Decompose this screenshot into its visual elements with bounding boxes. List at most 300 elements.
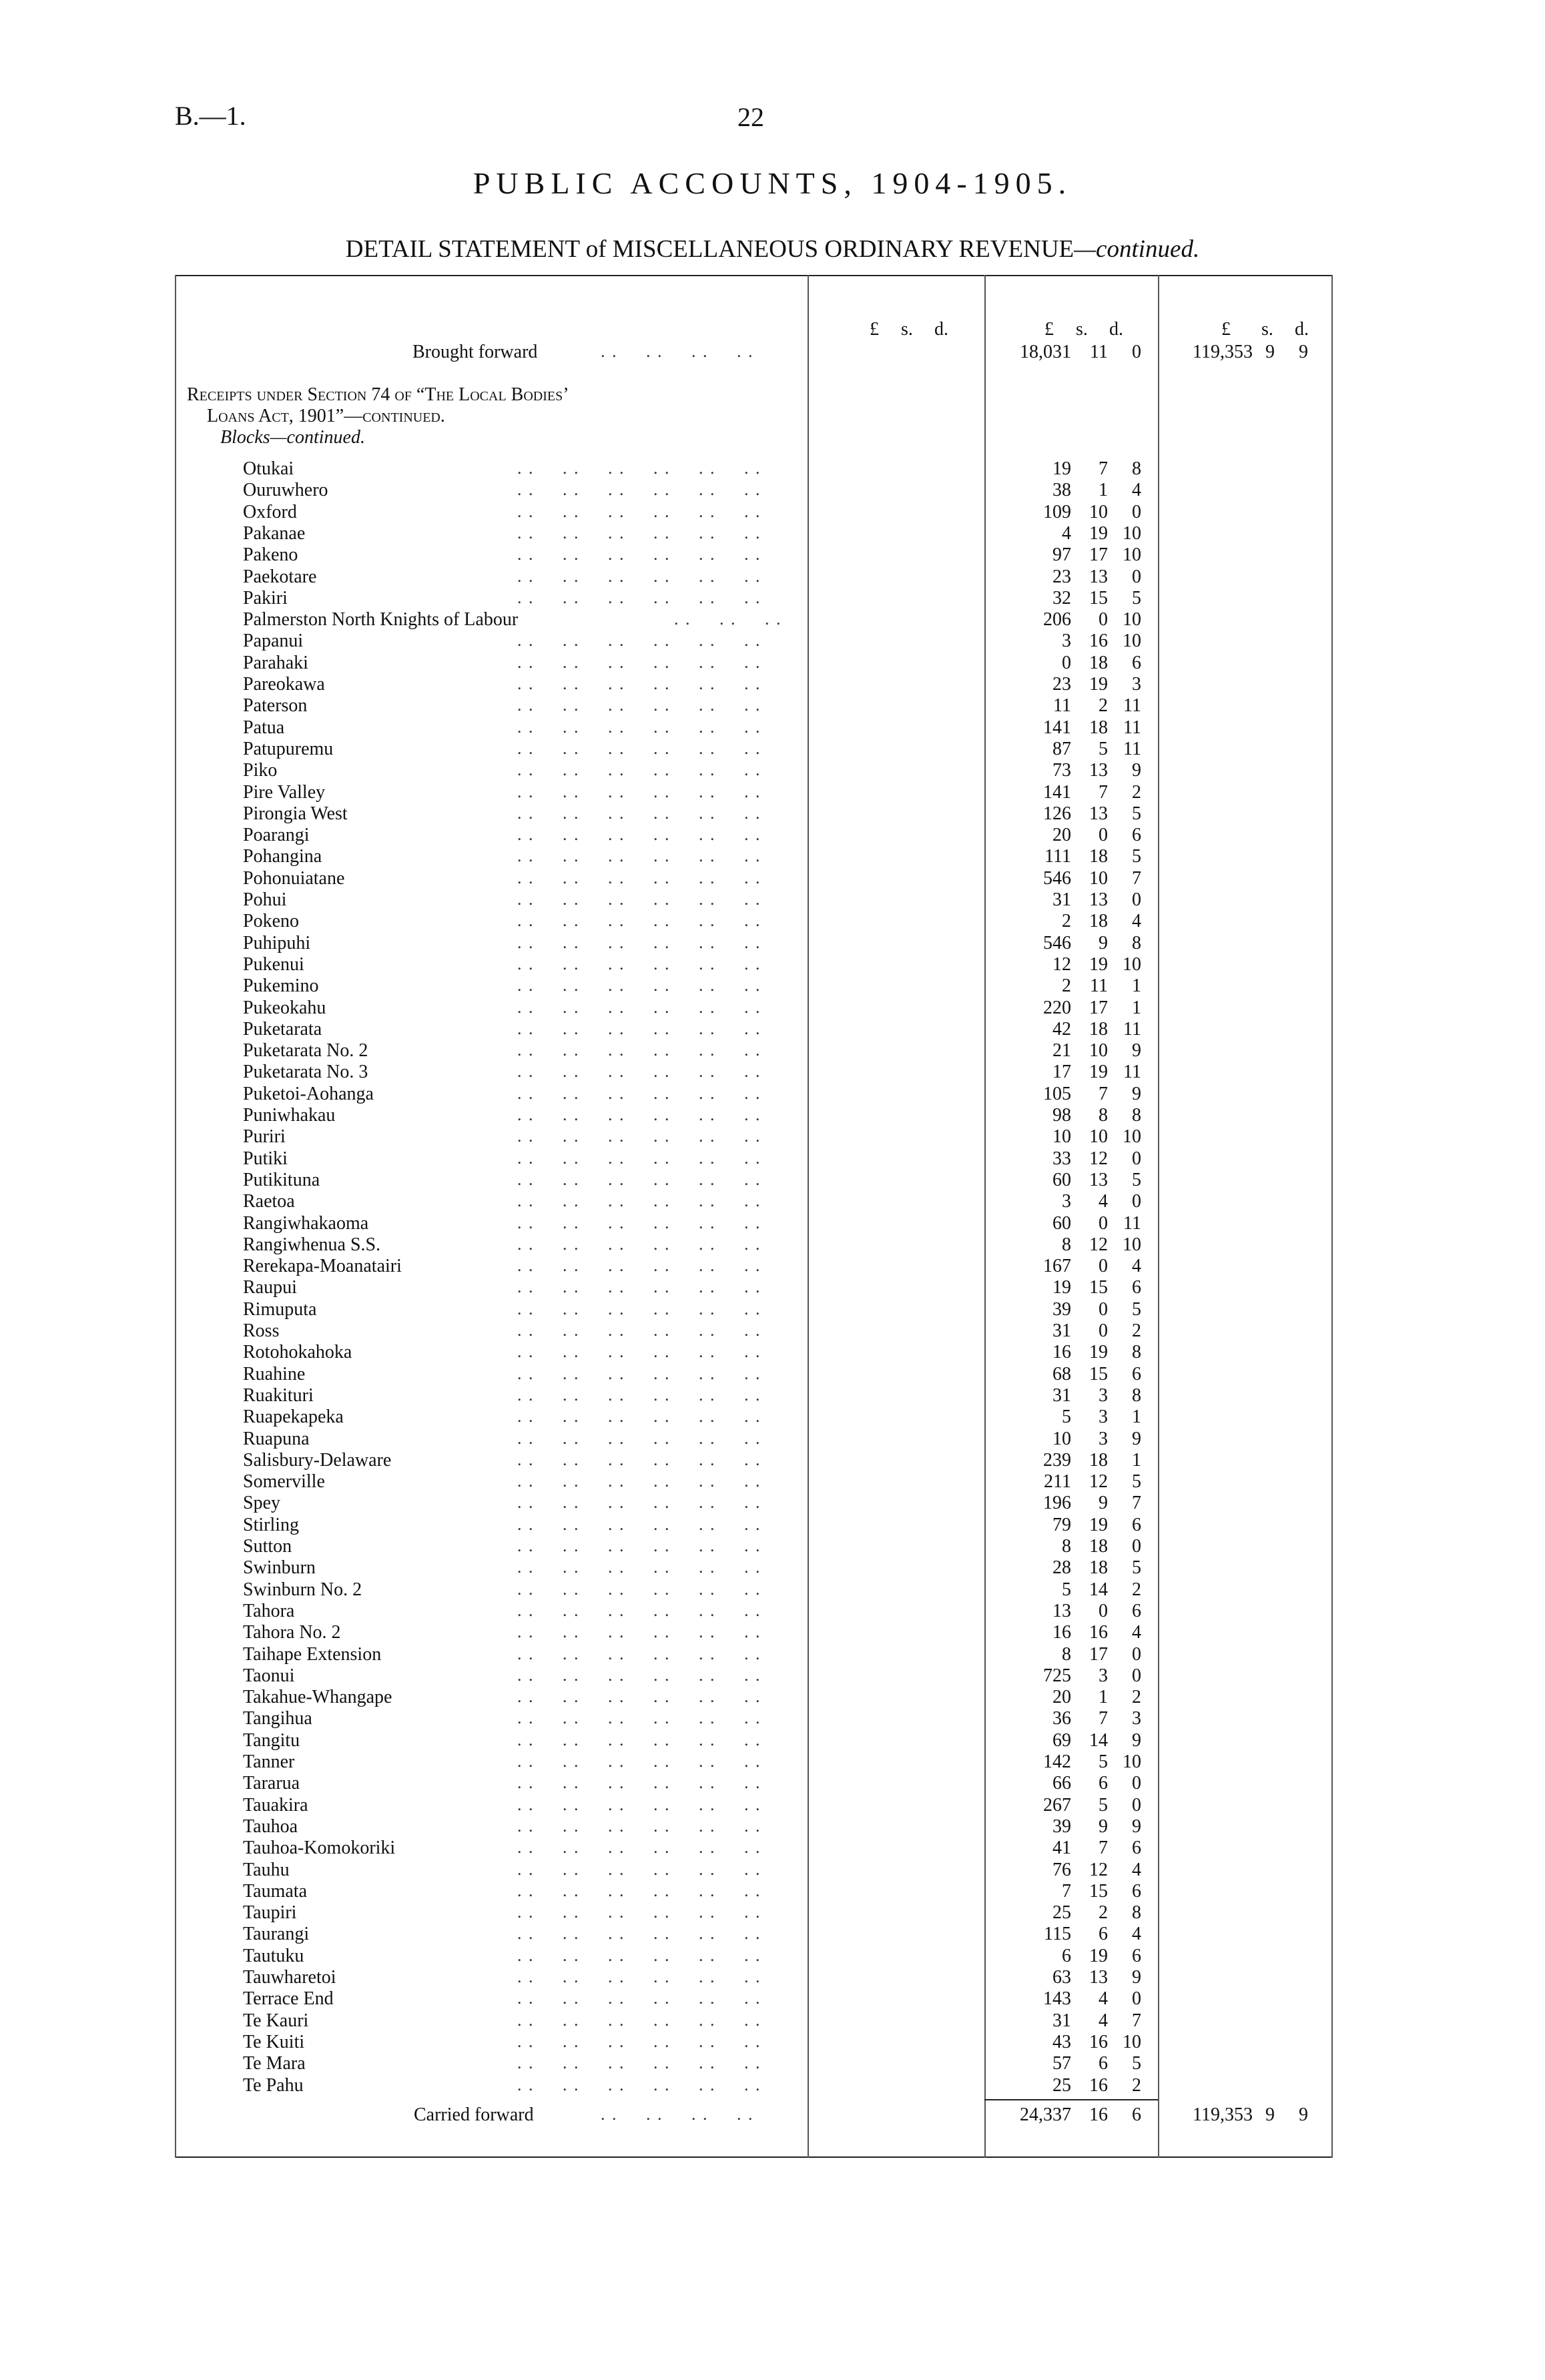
row-leader-dots: . . . . . . . . . . . . — [517, 480, 761, 499]
row-name: Stirling — [243, 1515, 300, 1535]
row-name: Ross — [243, 1320, 280, 1341]
carried-forward-col2-shillings: 16 — [1089, 2104, 1108, 2125]
table-left-border — [175, 275, 176, 2158]
col2-pounds-header: £ — [1044, 319, 1054, 340]
row-pounds: 126 — [1043, 803, 1071, 824]
row-leader-dots: . . . . . . . . . . . . — [517, 1751, 761, 1771]
row-leader-dots: . . . . . . . . . . . . — [517, 1126, 761, 1146]
row-pence: 0 — [1132, 1191, 1141, 1212]
row-leader-dots: . . . . . . . . . . . . — [517, 1105, 761, 1124]
row-name: Puhipuhi — [243, 933, 311, 953]
brought-forward-col2-pounds: 18,031 — [1020, 342, 1071, 362]
row-pounds: 13 — [1052, 1601, 1071, 1621]
row-leader-dots: . . . . . . . . . . . . — [517, 998, 761, 1017]
row-shillings: 5 — [1099, 1795, 1108, 1816]
row-pence: 1 — [1132, 1450, 1141, 1471]
row-leader-dots: . . . . . . . . . . . . — [517, 653, 761, 672]
row-pence: 8 — [1132, 1902, 1141, 1923]
row-name: Parahaki — [243, 653, 308, 673]
row-shillings: 12 — [1089, 1860, 1108, 1880]
row-name: Tauwharetoi — [243, 1967, 336, 1988]
row-pounds: 38 — [1052, 480, 1071, 500]
row-pounds: 79 — [1052, 1515, 1071, 1535]
col1-pence-header: d. — [934, 319, 948, 340]
document-reference: B.—1. — [175, 101, 246, 131]
row-pounds: 7 — [1062, 1881, 1071, 1902]
row-pence: 3 — [1132, 674, 1141, 695]
row-name: Pohui — [243, 889, 287, 910]
row-name: Paterson — [243, 695, 308, 716]
row-shillings: 18 — [1089, 1536, 1108, 1557]
row-leader-dots: . . . . . . . . . . . . — [517, 544, 761, 564]
row-leader-dots: . . . . . . . . . . . . — [517, 1364, 761, 1383]
row-pounds: 143 — [1043, 1988, 1071, 2009]
row-name: Pirongia West — [243, 803, 348, 824]
row-pounds: 57 — [1052, 2053, 1071, 2074]
row-shillings: 4 — [1099, 1191, 1108, 1212]
row-shillings: 17 — [1089, 544, 1108, 565]
row-leader-dots: . . . . . . . . . . . . — [517, 1536, 761, 1555]
row-shillings: 15 — [1089, 1277, 1108, 1298]
row-pence: 11 — [1123, 1213, 1141, 1234]
row-name: Rotohokahoka — [243, 1342, 352, 1362]
row-shillings: 13 — [1089, 803, 1108, 824]
row-pence: 7 — [1132, 1493, 1141, 1513]
row-pence: 4 — [1132, 1256, 1141, 1276]
row-leader-dots: . . . . . . . . . . . . — [517, 1515, 761, 1534]
row-name: Puketarata No. 3 — [243, 1062, 368, 1082]
row-pounds: 11 — [1053, 695, 1071, 716]
row-pounds: 16 — [1052, 1622, 1071, 1643]
row-leader-dots: . . . . . . . . . . . . — [517, 1450, 761, 1469]
row-shillings: 18 — [1089, 717, 1108, 738]
col1-shillings-header: s. — [901, 319, 913, 340]
row-pounds: 2 — [1062, 975, 1071, 996]
table-right-border — [1331, 275, 1333, 2158]
row-pounds: 5 — [1062, 1407, 1071, 1427]
row-name: Taurangi — [243, 1924, 310, 1944]
row-name: Pukemino — [243, 975, 319, 996]
row-shillings: 15 — [1089, 588, 1108, 609]
col3-pounds-header: £ — [1221, 319, 1231, 340]
row-shillings: 10 — [1089, 868, 1108, 889]
row-pence: 8 — [1132, 458, 1141, 479]
row-shillings: 6 — [1099, 1924, 1108, 1944]
row-pence: 7 — [1132, 2010, 1141, 2031]
row-pence: 5 — [1132, 1170, 1141, 1190]
row-leader-dots: . . . . . . . . . . . . — [517, 1622, 761, 1641]
row-name: Piko — [243, 760, 278, 781]
row-name: Otukai — [243, 458, 294, 479]
row-shillings: 9 — [1099, 1816, 1108, 1837]
col2-shillings-header: s. — [1076, 319, 1088, 340]
row-leader-dots: . . . . . . . . . . . . — [517, 1579, 761, 1599]
row-pence: 2 — [1132, 1579, 1141, 1600]
row-name: Patupuremu — [243, 739, 334, 759]
row-leader-dots: . . . . . . . . . . . . — [517, 1429, 761, 1448]
row-name: Swinburn — [243, 1557, 316, 1578]
row-leader-dots: . . . . . . . . . . . . — [517, 1407, 761, 1426]
row-pounds: 206 — [1043, 609, 1071, 630]
row-leader-dots: . . . . . . . . . . . . — [517, 2053, 761, 2072]
row-pence: 0 — [1132, 889, 1141, 910]
row-pence: 10 — [1123, 2032, 1141, 2052]
row-leader-dots: . . . . . . . . . . . . — [517, 954, 761, 973]
row-name: Pohonuiatane — [243, 868, 345, 889]
carried-forward-col2-pence: 6 — [1132, 2104, 1141, 2125]
row-name: Taihape Extension — [243, 1644, 382, 1665]
row-leader-dots: . . . . . . . . . . . . — [517, 502, 761, 521]
row-pence: 0 — [1132, 1773, 1141, 1794]
row-name: Te Mara — [243, 2053, 306, 2074]
row-name: Te Pahu — [243, 2075, 304, 2096]
row-leader-dots: . . . . . . . . . . . . — [517, 760, 761, 779]
row-leader-dots: . . . . . . . . . . . . — [517, 1902, 761, 1922]
col3-pence-header: d. — [1295, 319, 1309, 340]
row-name: Pakeno — [243, 544, 298, 565]
row-name: Pareokawa — [243, 674, 325, 695]
row-pounds: 20 — [1052, 825, 1071, 845]
row-pence: 5 — [1132, 2053, 1141, 2074]
row-pounds: 33 — [1052, 1148, 1071, 1169]
row-pence: 5 — [1132, 588, 1141, 609]
brought-forward-col3-shillings: 9 — [1265, 342, 1275, 362]
row-pence: 11 — [1123, 695, 1141, 716]
row-pounds: 97 — [1052, 544, 1071, 565]
row-shillings: 16 — [1089, 1622, 1108, 1643]
row-pence: 8 — [1132, 1385, 1141, 1406]
row-leader-dots: . . . . . . . . . . . . — [517, 523, 761, 542]
row-leader-dots: . . . . . . . . . . . . — [517, 631, 761, 650]
row-shillings: 13 — [1089, 760, 1108, 781]
carried-forward-col3-shillings: 9 — [1265, 2104, 1275, 2125]
row-shillings: 0 — [1099, 1299, 1108, 1320]
row-shillings: 16 — [1089, 631, 1108, 651]
row-shillings: 13 — [1089, 889, 1108, 910]
row-leader-dots: . . . . . . . . . . . . — [517, 739, 761, 758]
row-leader-dots: . . . . . . . . . . . . — [517, 1191, 761, 1210]
row-pence: 4 — [1132, 911, 1141, 931]
row-name: Takahue-Whangape — [243, 1687, 392, 1707]
row-leader-dots: . . . . . . . . . . . . — [517, 1665, 761, 1685]
row-leader-dots: . . . . . . . . . . . . — [517, 1493, 761, 1512]
row-leader-dots: . . . . . . . . . . . . — [517, 803, 761, 823]
row-pence: 0 — [1132, 566, 1141, 587]
row-name: Putiki — [243, 1148, 288, 1169]
row-name: Tauakira — [243, 1795, 308, 1816]
row-shillings: 15 — [1089, 1364, 1108, 1384]
row-leader-dots: . . . . . . . . . . . . — [517, 1385, 761, 1405]
row-pence: 10 — [1123, 523, 1141, 544]
row-shillings: 8 — [1099, 1105, 1108, 1126]
row-shillings: 15 — [1089, 1881, 1108, 1902]
row-leader-dots: . . . . . . . . . . . . — [517, 695, 761, 715]
page-subtitle — [0, 235, 1545, 264]
row-pence: 6 — [1132, 1601, 1141, 1621]
row-pence: 10 — [1123, 954, 1141, 975]
row-leader-dots: . . . . . . . . . . . . — [517, 911, 761, 930]
row-shillings: 10 — [1089, 1040, 1108, 1061]
row-leader-dots: . . . . . . . . . . . . — [517, 717, 761, 737]
brought-forward-label: Brought forward — [412, 342, 538, 362]
row-leader-dots: . . . . . . . . . . . . — [517, 1471, 761, 1491]
row-name: Rerekapa-Moanatairi — [243, 1256, 402, 1276]
row-pounds: 220 — [1043, 998, 1071, 1018]
row-leader-dots: . . . . . . . . . . . . — [517, 1881, 761, 1900]
row-pounds: 111 — [1044, 846, 1071, 867]
row-pounds: 142 — [1043, 1751, 1071, 1772]
carried-forward-leader: . . . . . . . . — [601, 2104, 754, 2124]
row-shillings: 18 — [1089, 1450, 1108, 1471]
row-name: Taumata — [243, 1881, 307, 1902]
row-pence: 9 — [1132, 1040, 1141, 1061]
row-pence: 1 — [1132, 1407, 1141, 1427]
row-shillings: 16 — [1089, 2075, 1108, 2096]
page-number: 22 — [737, 102, 764, 132]
row-pence: 11 — [1123, 1062, 1141, 1082]
row-pounds: 43 — [1052, 2032, 1071, 2052]
row-leader-dots: . . . . . . . . . . . . — [517, 1019, 761, 1038]
col2-pence-header: d. — [1109, 319, 1123, 340]
carried-forward-rule — [984, 2099, 1158, 2100]
row-name: Rimuputa — [243, 1299, 317, 1320]
row-leader-dots: . . . . . . . . . . . . — [517, 1320, 761, 1340]
row-shillings: 19 — [1089, 1946, 1108, 1966]
row-pounds: 8 — [1062, 1234, 1071, 1255]
row-pence: 9 — [1132, 1730, 1141, 1751]
row-pence: 0 — [1132, 1988, 1141, 2009]
row-name: Taonui — [243, 1665, 295, 1686]
row-name: Pukeokahu — [243, 998, 326, 1018]
row-pence: 4 — [1132, 480, 1141, 500]
row-pounds: 41 — [1052, 1838, 1071, 1858]
row-pounds: 546 — [1043, 933, 1071, 953]
row-leader-dots: . . . . . . . . . . . . — [517, 1687, 761, 1706]
row-pounds: 25 — [1052, 2075, 1071, 2096]
row-shillings: 4 — [1099, 2010, 1108, 2031]
row-name: Poarangi — [243, 825, 310, 845]
carried-forward-col2-pounds: 24,337 — [1020, 2104, 1071, 2125]
row-pounds: 141 — [1043, 717, 1071, 738]
row-pounds: 2 — [1062, 911, 1071, 931]
carried-forward-col3-pence: 9 — [1299, 2104, 1308, 2125]
row-pence: 6 — [1132, 1881, 1141, 1902]
row-name: Rangiwhenua S.S. — [243, 1234, 381, 1255]
row-pence: 1 — [1132, 975, 1141, 996]
row-pounds: 167 — [1043, 1256, 1071, 1276]
row-leader-dots: . . . . . . . . . . . . — [517, 2032, 761, 2051]
row-pounds: 19 — [1052, 1277, 1071, 1298]
row-pounds: 63 — [1052, 1967, 1071, 1988]
row-pounds: 6 — [1062, 1946, 1071, 1966]
row-shillings: 5 — [1099, 1751, 1108, 1772]
row-shillings: 2 — [1099, 1902, 1108, 1923]
row-leader-dots: . . . . . . . . . . . . — [517, 1773, 761, 1792]
row-leader-dots: . . . . . . . . . . . . — [517, 1795, 761, 1814]
row-leader-dots: . . . . . . . . . . . . — [517, 1170, 761, 1189]
row-pounds: 25 — [1052, 1902, 1071, 1923]
row-name: Tanner — [243, 1751, 295, 1772]
row-shillings: 12 — [1089, 1148, 1108, 1169]
row-pounds: 546 — [1043, 868, 1071, 889]
row-pounds: 31 — [1052, 2010, 1071, 2031]
row-shillings: 3 — [1099, 1665, 1108, 1686]
row-pence: 9 — [1132, 1084, 1141, 1104]
row-pounds: 239 — [1043, 1450, 1071, 1471]
row-leader-dots: . . . . . . . . . . . . — [517, 1342, 761, 1361]
row-pounds: 10 — [1052, 1126, 1071, 1147]
row-pence: 8 — [1132, 933, 1141, 953]
row-leader-dots: . . . . . . . . . . . . — [517, 975, 761, 995]
row-name: Rangiwhakaoma — [243, 1213, 369, 1234]
subtitle-main: DETAIL STATEMENT of MISCELLANEOUS ORDINARY REVENUE — [345, 236, 1074, 263]
row-pounds: 105 — [1043, 1084, 1071, 1104]
row-shillings: 16 — [1089, 2032, 1108, 2052]
carried-forward-label: Carried forward — [414, 2104, 534, 2125]
row-name: Puniwhakau — [243, 1105, 336, 1126]
row-pence: 9 — [1132, 1967, 1141, 1988]
row-pence: 9 — [1132, 760, 1141, 781]
row-pounds: 3 — [1062, 631, 1071, 651]
row-pence: 4 — [1132, 1860, 1141, 1880]
row-pounds: 17 — [1052, 1062, 1071, 1082]
row-pounds: 23 — [1052, 674, 1071, 695]
row-shillings: 1 — [1099, 1687, 1108, 1707]
row-name: Puketarata No. 2 — [243, 1040, 368, 1061]
row-leader-dots: . . . . . . . . . . . . — [517, 2010, 761, 2030]
row-pounds: 115 — [1044, 1924, 1071, 1944]
row-shillings: 13 — [1089, 1967, 1108, 1988]
row-pounds: 267 — [1043, 1795, 1071, 1816]
row-name: Puriri — [243, 1126, 286, 1147]
section-heading-line-2: Loans Act, 1901”—continued. — [207, 406, 445, 426]
row-pence: 8 — [1132, 1105, 1141, 1126]
row-pence: 0 — [1132, 1148, 1141, 1169]
row-name: Tauhoa — [243, 1816, 298, 1837]
row-pounds: 69 — [1052, 1730, 1071, 1751]
row-leader-dots: . . . . . . . . . . . . — [517, 1084, 761, 1103]
row-pence: 7 — [1132, 868, 1141, 889]
row-name: Tautuku — [243, 1946, 304, 1966]
row-pounds: 20 — [1052, 1687, 1071, 1707]
row-pence: 10 — [1123, 609, 1141, 630]
row-shillings: 7 — [1099, 1708, 1108, 1729]
column-divider-3 — [1158, 275, 1159, 2158]
row-name: Tahora — [243, 1601, 295, 1621]
row-leader-dots: . . . . . . . . . . . . — [517, 1062, 761, 1081]
row-leader-dots: . . . . . . . . . . . . — [517, 889, 761, 909]
row-shillings: 0 — [1099, 825, 1108, 845]
row-leader-dots: . . . . . . . . . . . . — [517, 588, 761, 607]
row-pounds: 68 — [1052, 1364, 1071, 1384]
row-pounds: 66 — [1052, 1773, 1071, 1794]
row-pounds: 10 — [1052, 1429, 1071, 1449]
brought-forward-col3-pounds: 119,353 — [1193, 342, 1253, 362]
row-pence: 9 — [1132, 1816, 1141, 1837]
row-pence: 2 — [1132, 2075, 1141, 2096]
row-shillings: 7 — [1099, 1838, 1108, 1858]
row-name: Pukenui — [243, 954, 304, 975]
row-shillings: 17 — [1089, 1644, 1108, 1665]
row-leader-dots: . . . . . . — [674, 609, 782, 629]
row-shillings: 0 — [1099, 1213, 1108, 1234]
row-pence: 8 — [1132, 1342, 1141, 1362]
row-shillings: 0 — [1099, 1256, 1108, 1276]
row-leader-dots: . . . . . . . . . . . . — [517, 674, 761, 693]
row-pounds: 28 — [1052, 1557, 1071, 1578]
row-pence: 0 — [1132, 1536, 1141, 1557]
row-leader-dots: . . . . . . . . . . . . — [517, 1924, 761, 1943]
row-name: Pohangina — [243, 846, 322, 867]
row-leader-dots: . . . . . . . . . . . . — [517, 868, 761, 887]
carried-forward-col3-pounds: 119,353 — [1193, 2104, 1253, 2125]
row-name: Tangitu — [243, 1730, 300, 1751]
row-pounds: 36 — [1052, 1708, 1071, 1729]
row-name: Tauhoa-Komokoriki — [243, 1838, 396, 1858]
row-pence: 6 — [1132, 1364, 1141, 1384]
section-heading-line-1: Receipts under Section 74 of “The Local Bodies’ — [187, 384, 569, 405]
row-shillings: 4 — [1099, 1988, 1108, 2009]
row-pence: 10 — [1123, 1126, 1141, 1147]
row-name: Swinburn No. 2 — [243, 1579, 362, 1600]
row-pence: 0 — [1132, 1665, 1141, 1686]
row-pence: 9 — [1132, 1429, 1141, 1449]
row-pounds: 8 — [1062, 1536, 1071, 1557]
row-shillings: 18 — [1089, 1019, 1108, 1040]
row-name: Patua — [243, 717, 285, 738]
row-leader-dots: . . . . . . . . . . . . — [517, 1601, 761, 1620]
row-shillings: 0 — [1099, 1601, 1108, 1621]
row-name: Ruapekapeka — [243, 1407, 344, 1427]
row-name: Tangihua — [243, 1708, 312, 1729]
row-pounds: 196 — [1043, 1493, 1071, 1513]
row-shillings: 7 — [1099, 458, 1108, 479]
row-name: Tahora No. 2 — [243, 1622, 341, 1643]
row-leader-dots: . . . . . . . . . . . . — [517, 1256, 761, 1275]
row-name: Salisbury-Delaware — [243, 1450, 392, 1471]
row-leader-dots: . . . . . . . . . . . . — [517, 782, 761, 801]
row-pence: 1 — [1132, 998, 1141, 1018]
row-pence: 5 — [1132, 1557, 1141, 1578]
row-pounds: 21 — [1052, 1040, 1071, 1061]
row-name: Te Kuiti — [243, 2032, 305, 2052]
row-shillings: 3 — [1099, 1407, 1108, 1427]
row-pounds: 12 — [1052, 954, 1071, 975]
section-heading-line-3: Blocks—continued. — [220, 427, 365, 448]
row-pence: 0 — [1132, 1795, 1141, 1816]
brought-forward-col3-pence: 9 — [1299, 342, 1308, 362]
row-pence: 2 — [1132, 782, 1141, 803]
row-pence: 2 — [1132, 1320, 1141, 1341]
row-shillings: 18 — [1089, 911, 1108, 931]
row-pence: 6 — [1132, 825, 1141, 845]
row-name: Raetoa — [243, 1191, 295, 1212]
row-name: Ruapuna — [243, 1429, 310, 1449]
row-shillings: 6 — [1099, 1773, 1108, 1794]
row-pence: 5 — [1132, 803, 1141, 824]
row-pounds: 4 — [1062, 523, 1071, 544]
row-leader-dots: . . . . . . . . . . . . — [517, 933, 761, 952]
row-pounds: 3 — [1062, 1191, 1071, 1212]
row-shillings: 12 — [1089, 1234, 1108, 1255]
row-pence: 6 — [1132, 653, 1141, 673]
row-name: Puketoi-Aohanga — [243, 1084, 374, 1104]
row-shillings: 0 — [1099, 1320, 1108, 1341]
row-leader-dots: . . . . . . . . . . . . — [517, 1557, 761, 1577]
row-pence: 2 — [1132, 1687, 1141, 1707]
row-leader-dots: . . . . . . . . . . . . — [517, 1730, 761, 1749]
row-pence: 4 — [1132, 1924, 1141, 1944]
